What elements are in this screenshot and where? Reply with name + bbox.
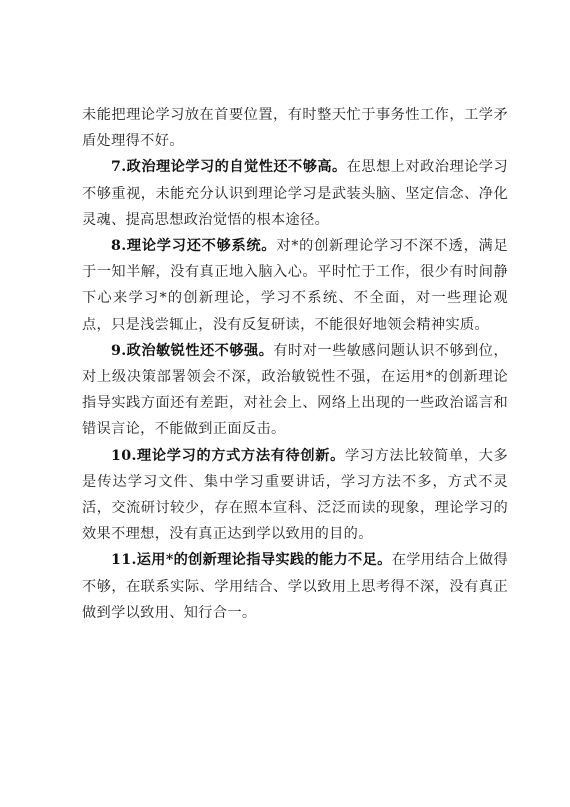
paragraph-item-9: [82, 338, 508, 443]
paragraph-item-10: [82, 443, 508, 548]
paragraph-text: 未能把理论学习放在首要位置，有时整天忙于事务性工作，工学矛盾处理得不好。: [82, 107, 508, 150]
paragraph-heading: 11.运用*的创新理论指导实践的能力不足。: [111, 552, 392, 569]
paragraph-text: 在学用结合上做得不够，在联系实际、学用结合、学以致用上思考得不深，没有真正做到学以致用、知行合一。: [82, 552, 509, 621]
paragraph-text: 对*的创新理论学习不深不透，满足于一知半解，没有真正地入脑入心。平时忙于工作，很少有时间静下心来学习*的创新理论，学习不系统、不全面，对一些理论观点，只是浅尝辄止，没有反复研读，不能很好地领会精神实质。: [82, 238, 508, 333]
paragraph-continuation: [82, 102, 508, 154]
paragraph-text: 学习方法比较简单，大多是传达学习文件、集中学习重要讲话，学习方法不多，方式不灵活，交流研讨较少，存在照本宣科、泛泛而读的现象，理论学习的效果不理想，没有真正达到学以致用的目的。: [82, 447, 508, 543]
paragraph-item-8: [82, 233, 508, 338]
document-body: [82, 102, 508, 626]
paragraph-text: 在思想上对政治理论学习不够重视，未能充分认识到理论学习是武装头脑、坚定信念、净化灵魂、提高思想政治觉悟的根本途径。: [82, 159, 508, 228]
paragraph-heading: 8.理论学习还不够系统。: [111, 238, 277, 255]
paragraph-item-11: [82, 547, 508, 626]
paragraph-heading: 7.政治理论学习的自觉性还不够高。: [111, 159, 347, 176]
paragraph-heading: 9.政治敏锐性还不够强。: [111, 342, 274, 359]
paragraph-heading: 10.理论学习的方式方法有待创新。: [111, 447, 345, 464]
paragraph-item-7: [82, 154, 508, 233]
paragraph-text: 有时对一些敏感问题认识不够到位，对上级决策部署领会不深，政治敏锐性不强，在运用*的创新理论指导实践方面还有差距，对社会上、网络上出现的一些政治谣言和错误言论，不能做到正面反击。: [82, 342, 508, 438]
